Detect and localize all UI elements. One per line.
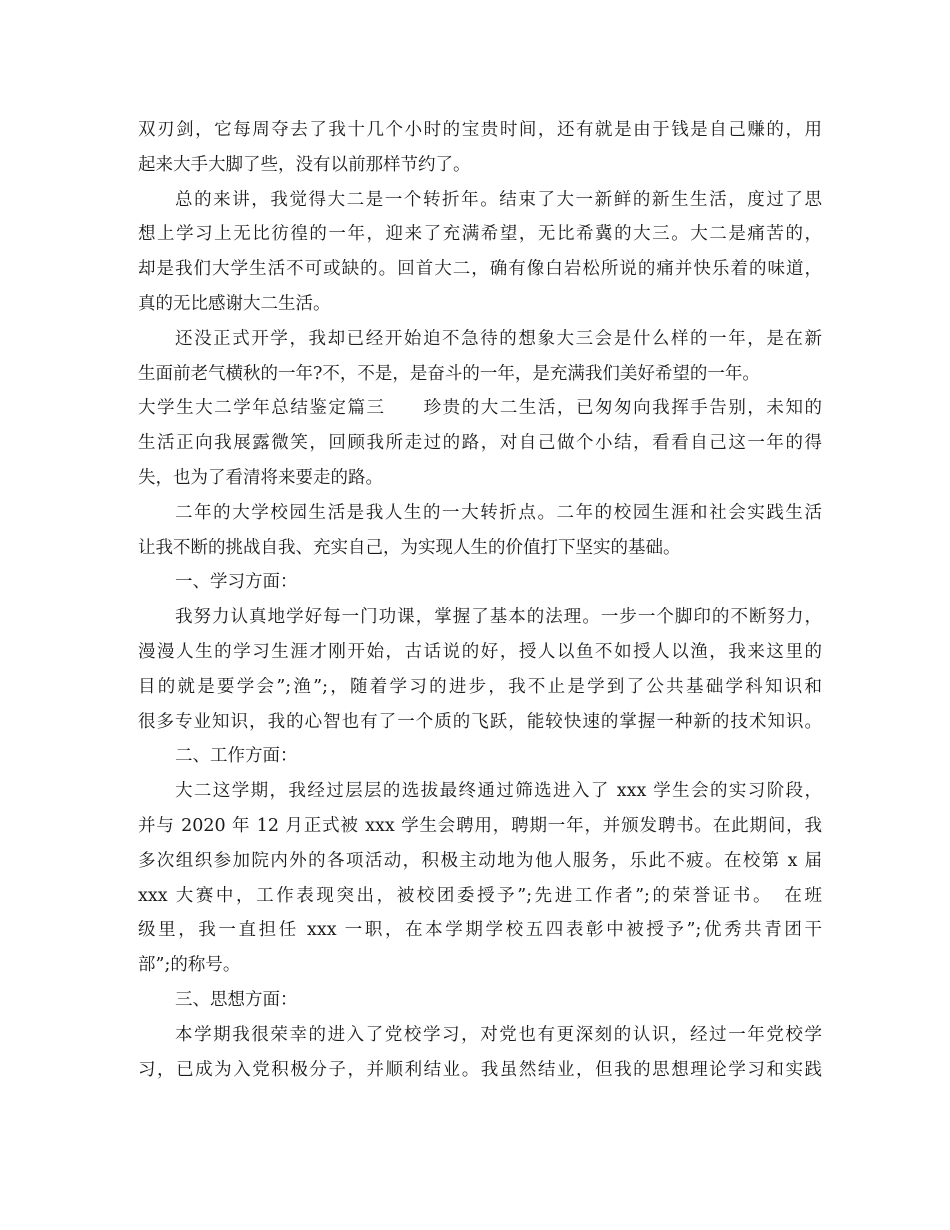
text-line: 本学期我很荣幸的进入了党校学习，对党也有更深刻的认识，经过一年党校学 xyxy=(175,1024,822,1045)
text-line: 还没正式开学，我却已经开始迫不急待的想象大三会是什么样的一年，是在新 xyxy=(175,328,822,349)
text-line: xxx 大赛中，工作表现突出，被校团委授予”;先进工作者”;的荣誉证书。 在班 xyxy=(138,885,822,906)
text-line: 部”;的称号。 xyxy=(138,955,241,976)
text-line: 真的无比感谢大二生活。 xyxy=(138,293,331,314)
text-line: 三、思想方面： xyxy=(175,989,298,1010)
text-line: 一、学习方面： xyxy=(175,572,298,593)
text-line: 多次组织参加院内外的各项活动，积极主动地为他人服务，乐此不疲。在校第 x 届 xyxy=(138,850,822,871)
text-line: 我努力认真地学好每一门功课，掌握了基本的法理。一步一个脚印的不断努力， xyxy=(175,607,822,628)
text-line: 漫漫人生的学习生涯才刚开始，古话说的好，授人以鱼不如授人以渔，我来这里的 xyxy=(138,641,822,662)
text-line: 总的来讲，我觉得大二是一个转折年。结束了大一新鲜的新生生活，度过了思 xyxy=(175,189,822,210)
text-line: 让我不断的挑战自我、充实自己，为实现人生的价值打下坚实的基础。 xyxy=(138,537,681,558)
text-line: 大学生大二学年总结鉴定篇三 珍贵的大二生活，已匆匆向我挥手告别，未知的 xyxy=(138,398,822,419)
document-body xyxy=(138,113,822,1087)
text-line: 生面前老气横秋的一年?不，不是，是奋斗的一年，是充满我们美好希望的一年。 xyxy=(138,363,760,384)
text-line: 大二这学期，我经过层层的选拔最终通过筛选进入了 xxx 学生会的实习阶段， xyxy=(175,781,822,802)
text-line: 目的就是要学会”;渔”;，随着学习的进步，我不止是学到了公共基础学科知识和 xyxy=(138,676,822,697)
text-line: 并与 2020 年 12 月正式被 xxx 学生会聘用，聘期一年，并颁发聘书。在此期间，我 xyxy=(138,815,822,836)
text-line: 想上学习上无比彷徨的一年，迎来了充满希望，无比希冀的大三。大二是痛苦的， xyxy=(138,224,822,245)
text-line: 二、工作方面： xyxy=(175,746,298,767)
text-line: 生活正向我展露微笑，回顾我所走过的路，对自己做个小结，看看自己这一年的得 xyxy=(138,433,822,454)
text-line: 失，也为了看清将来要走的路。 xyxy=(138,467,383,488)
text-line: 起来大手大脚了些，没有以前那样节约了。 xyxy=(138,154,471,175)
text-line: 双刃剑，它每周夺去了我十几个小时的宝贵时间，还有就是由于钱是自己赚的，用 xyxy=(138,120,822,140)
text-line: 级里，我一直担任 xxx 一职，在本学期学校五四表彰中被授予”;优秀共青团干 xyxy=(138,920,822,941)
text-line: 却是我们大学生活不可或缺的。回首大二，确有像白岩松所说的痛并快乐着的味道， xyxy=(138,259,822,280)
text-line: 二年的大学校园生活是我人生的一大转折点。二年的校园生涯和社会实践生活 xyxy=(175,502,822,523)
text-line: 习，已成为入党积极分子，并顺利结业。我虽然结业，但我的思想理论学习和实践 xyxy=(138,1059,822,1080)
text-line: 很多专业知识，我的心智也有了一个质的飞跃，能较快速的掌握一种新的技术知识。 xyxy=(138,711,822,732)
